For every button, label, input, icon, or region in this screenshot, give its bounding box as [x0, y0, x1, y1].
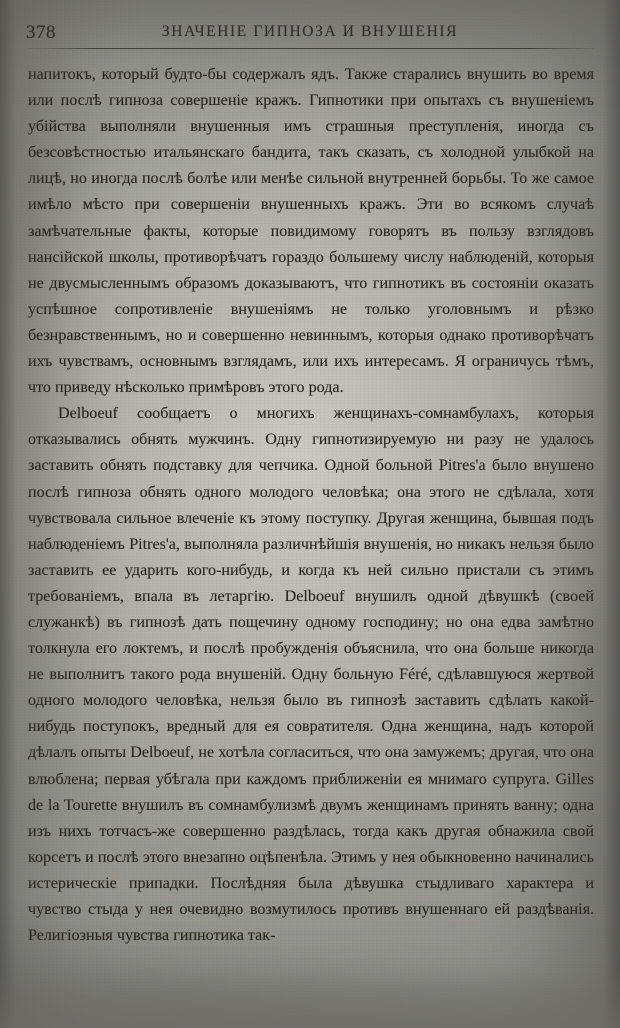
running-title: ЗНАЧЕНІЕ ГИПНОЗА И ВНУШЕНІЯ: [161, 23, 459, 40]
paragraph-2: Delboeuf сообщаетъ о многихъ женщинахъ-сомнамбулахъ, которыя отказывались обнять мужчинъ. Одну гипнотизируемую ни разу не удалось заставить обнять подставку для чепчика. Одной больной Pitres'a было внушено послѣ гипноза обнять одного молодого человѣка; она этого не сдѣлала, хотя чувствовала сильное влеченіе къ этому поступку. Другая женщина, бывшая подъ наблюденіемъ Pitres'a, выполняла различнѣйшія внушенія, но никакъ нельзя было заставить ее ударить кого-нибудь, и когда къ ней сильно пристали съ этимъ требованіемъ, впала въ летаргію. Delboeuf внушилъ одной дѣвушкѣ (своей служанкѣ) въ гипнозѣ дать пощечину одному господину; но она едва замѣтно толкнула его локтемъ, и послѣ пробужденія объяснила, что она больше никогда не выполнитъ такого рода внушеній. Одну больную Féré, сдѣлавшуюся жертвой одного молодого человѣка, нельзя было въ гипнозѣ заставить сдѣлать какой-нибудь поступокъ, вредный для ея совратителя. Одна женщина, надъ которой дѣлалъ опыты Delboeuf, не хотѣла согласиться, что она замужемъ; другая, что она влюблена; первая убѣгала при каждомъ приближеніи ея мнимаго супруга. Gilles de la Tourette внушилъ въ сомнамбулизмѣ двумъ женщинамъ принять ванну; одна изъ нихъ тотчасъ-же совершенно раздѣлась, тогда какъ другая обнажила свой корсетъ и послѣ этого внезапно оцѣпенѣла. Этимъ у нея обыкновенно начинались истерическіе припадки. Послѣдняя была дѣвушка стыдливаго характера и чувство стыда у нея очевидно возмутилось противъ внушеннаго ей раздѣванія. Религіозныя чувства гипнотика так-: [28, 405, 594, 945]
paragraph-1: напитокъ, который будто-бы содержалъ ядъ. Также старались внушить во время или послѣ гипноза совершеніе кражъ. Гипнотики при опытахъ съ внушеніемъ убійства выполняли внушенныя имъ страшныя преступленія, иногда съ безсовѣстностью итальянскаго бандита, такъ сказать, съ холодной улыбкой на лицѣ, но иногда послѣ болѣе или менѣе сильной внутренней борьбы. То же самое имѣло мѣсто при совершеніи внушенныхъ кражъ. Эти во всякомъ случаѣ замѣчательные факты, которые повидимому говорятъ въ пользу взглядовъ нансійской школы, противорѣчатъ гораздо большему числу наблюденій, которыя не двусмысленнымъ образомъ доказываютъ, что гипнотикъ въ состояніи оказать успѣшное сопротивленіе внушеніямъ не только уголовнымъ и рѣзко безнравственнымъ, но и совершенно невиннымъ, которыя однако противорѣчатъ ихъ чувствамъ, основнымъ взглядамъ, или ихъ интересамъ. Я ограничусь тѣмъ, что приведу нѣсколько примѣровъ этого рода.: [28, 66, 594, 397]
bottom-edge-shadow: [0, 970, 620, 1028]
right-edge-shadow: [602, 0, 620, 1028]
left-edge-shadow: [0, 0, 16, 1028]
page-header: [26, 22, 594, 48]
page-body: [28, 62, 594, 949]
header-rule: [28, 48, 594, 49]
page-number: 378: [26, 22, 56, 43]
